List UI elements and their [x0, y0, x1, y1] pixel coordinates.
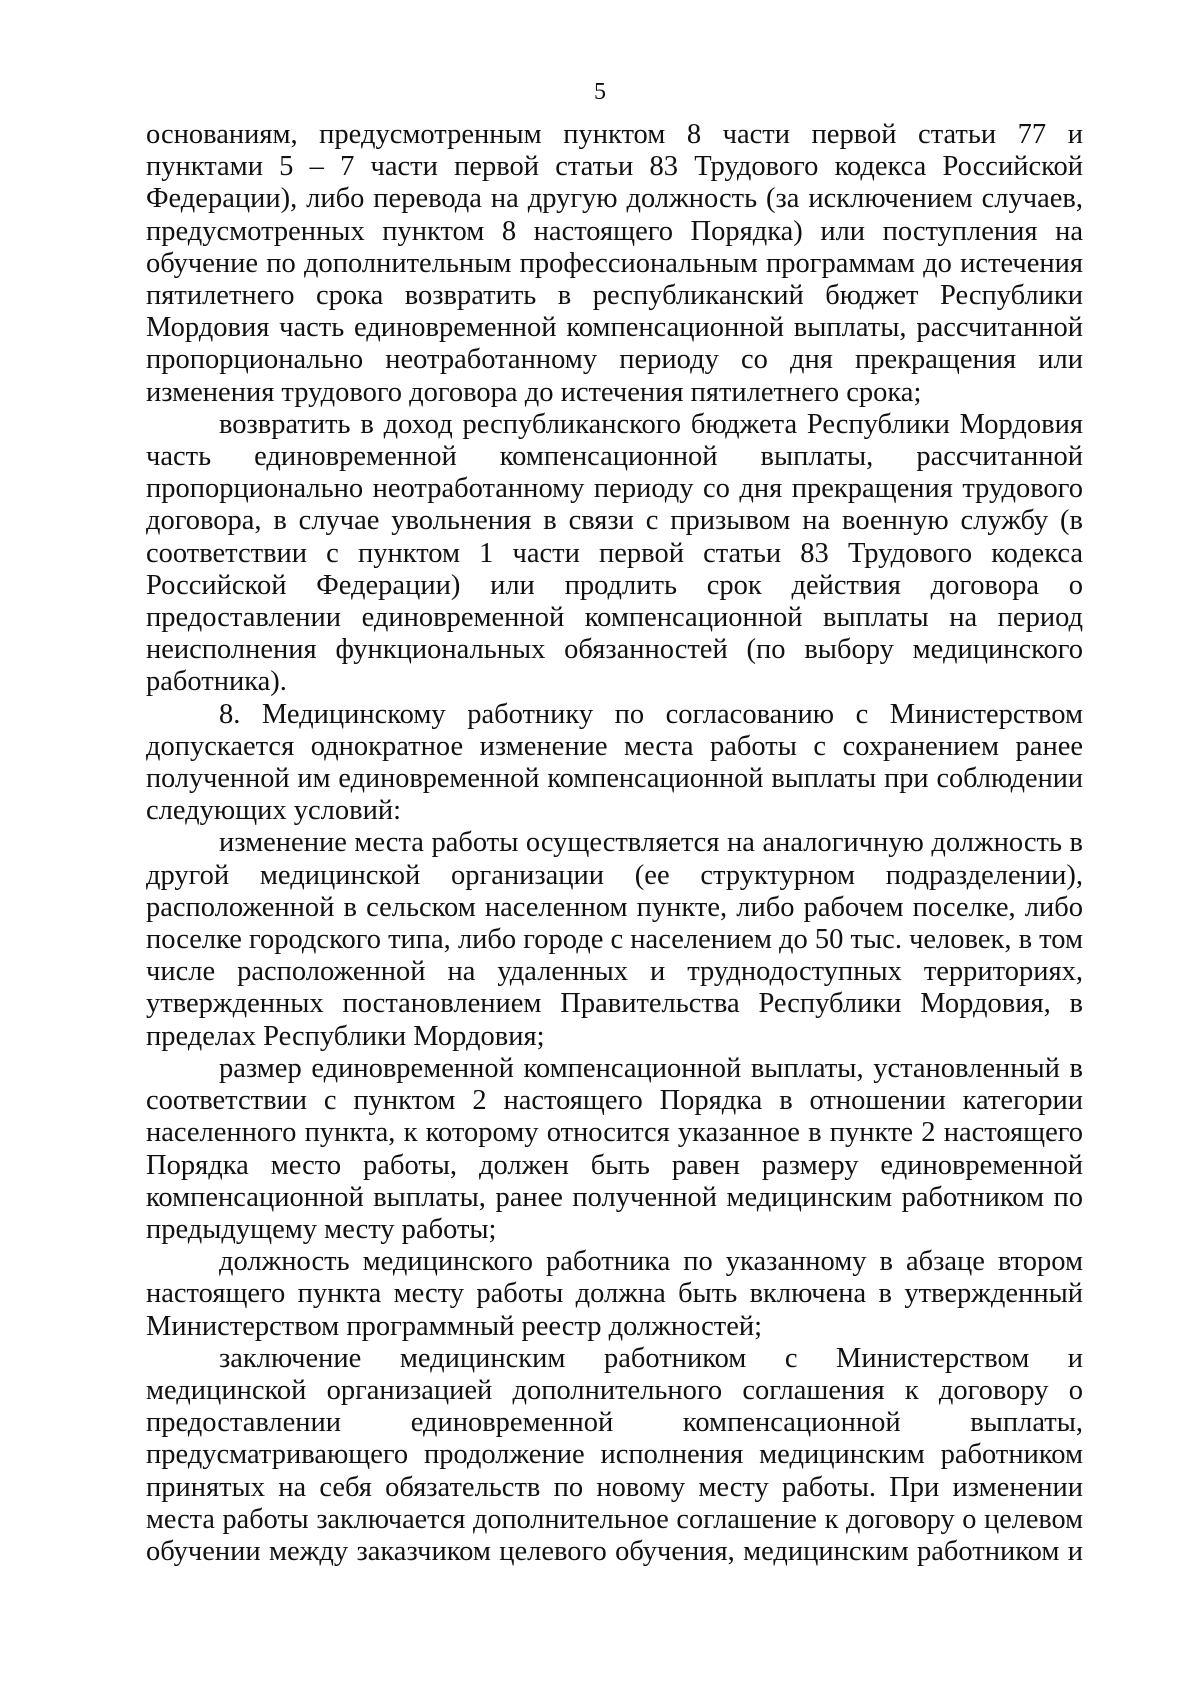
- text-line: другой медицинской организации (ее структурном подразделении),: [146, 859, 1083, 891]
- text-line: места работы заключается дополнительное соглашение к договору о целевом: [146, 1503, 1083, 1535]
- text-line: предоставлении единовременной компенсационной выплаты на период: [146, 602, 1083, 634]
- text-line: следующих условий:: [146, 795, 402, 827]
- text-line: размер единовременной компенсационной выплаты, установленный в: [219, 1052, 1083, 1084]
- text-line: полученной им единовременной компенсационной выплаты при соблюдении: [146, 763, 1083, 795]
- text-line: предыдущему месту работы;: [146, 1213, 497, 1245]
- text-line: Федерации), либо перевода на другую должность (за исключением случаев,: [146, 183, 1083, 215]
- text-line: Порядка место работы, должен быть равен размеру единовременной: [146, 1149, 1083, 1181]
- text-line: предусмотренных пунктом 8 настоящего Порядка) или поступления на: [146, 215, 1083, 247]
- text-line: расположенной в сельском населенном пункте, либо рабочем поселке, либо: [146, 891, 1083, 923]
- text-line: неисполнения функциональных обязанностей (по выбору медицинского: [146, 634, 1083, 666]
- text-line: пропорционально неотработанному периоду со дня прекращения или: [146, 344, 1083, 376]
- text-line: работника).: [146, 666, 287, 698]
- text-line: заключение медицинским работником с Министерством и: [219, 1342, 1083, 1374]
- text-line: населенного пункта, к которому относится указанное в пункте 2 настоящего: [146, 1117, 1083, 1149]
- text-line: изменения трудового договора до истечения пятилетнего срока;: [146, 376, 922, 408]
- page-number: 5: [594, 79, 606, 105]
- text-line: числе расположенной на удаленных и труднодоступных территориях,: [146, 956, 1083, 988]
- text-line: пределах Республики Мордовия;: [146, 1020, 545, 1052]
- text-line: 8. Медицинскому работнику по согласованию с Министерством: [219, 698, 1083, 730]
- text-line: Мордовия часть единовременной компенсационной выплаты, рассчитанной: [146, 312, 1083, 344]
- text-line: пропорционально неотработанному периоду со дня прекращения трудового: [146, 473, 1083, 505]
- text-line: поселке городского типа, либо городе с населением до 50 тыс. человек, в том: [146, 924, 1083, 956]
- text-line: пятилетнего срока возвратить в республиканский бюджет Республики: [146, 280, 1083, 312]
- text-line: возвратить в доход республиканского бюджета Республики Мордовия: [219, 408, 1083, 440]
- text-line: Министерством программный реестр должностей;: [146, 1310, 763, 1342]
- text-line: договора, в случае увольнения в связи с призывом на военную службу (в: [146, 505, 1083, 537]
- text-line: соответствии с пунктом 1 части первой статьи 83 Трудового кодекса: [146, 537, 1083, 569]
- text-line: настоящего пункта месту работы должна быть включена в утвержденный: [146, 1278, 1083, 1310]
- text-line: часть единовременной компенсационной выплаты, рассчитанной: [146, 441, 1083, 473]
- text-line: допускается однократное изменение места работы с сохранением ранее: [146, 730, 1083, 762]
- document-body: [146, 119, 1083, 1568]
- text-line: предусматривающего продолжение исполнения медицинским работником: [146, 1439, 1083, 1471]
- text-line: обучение по дополнительным профессиональным программам до истечения: [146, 247, 1083, 279]
- text-line: основаниям, предусмотренным пунктом 8 части первой статьи 77 и: [146, 119, 1083, 150]
- text-line: пунктами 5 – 7 части первой статьи 83 Трудового кодекса Российской: [146, 151, 1083, 183]
- text-line: изменение места работы осуществляется на аналогичную должность в: [219, 827, 1083, 859]
- text-line: соответствии с пунктом 2 настоящего Порядка в отношении категории: [146, 1085, 1083, 1117]
- text-line: должность медицинского работника по указанному в абзаце втором: [219, 1246, 1083, 1278]
- text-line: Российской Федерации) или продлить срок действия договора о: [146, 569, 1083, 601]
- text-line: утвержденных постановлением Правительства Республики Мордовия, в: [146, 988, 1083, 1020]
- text-line: медицинской организацией дополнительного соглашения к договору о: [146, 1374, 1083, 1406]
- text-line: компенсационной выплаты, ранее полученной медицинским работником по: [146, 1181, 1083, 1213]
- text-line: предоставлении единовременной компенсационной выплаты,: [146, 1407, 1083, 1439]
- text-line: обучении между заказчиком целевого обучения, медицинским работником и: [146, 1535, 1083, 1567]
- text-line: принятых на себя обязательств по новому месту работы. При изменении: [146, 1471, 1083, 1503]
